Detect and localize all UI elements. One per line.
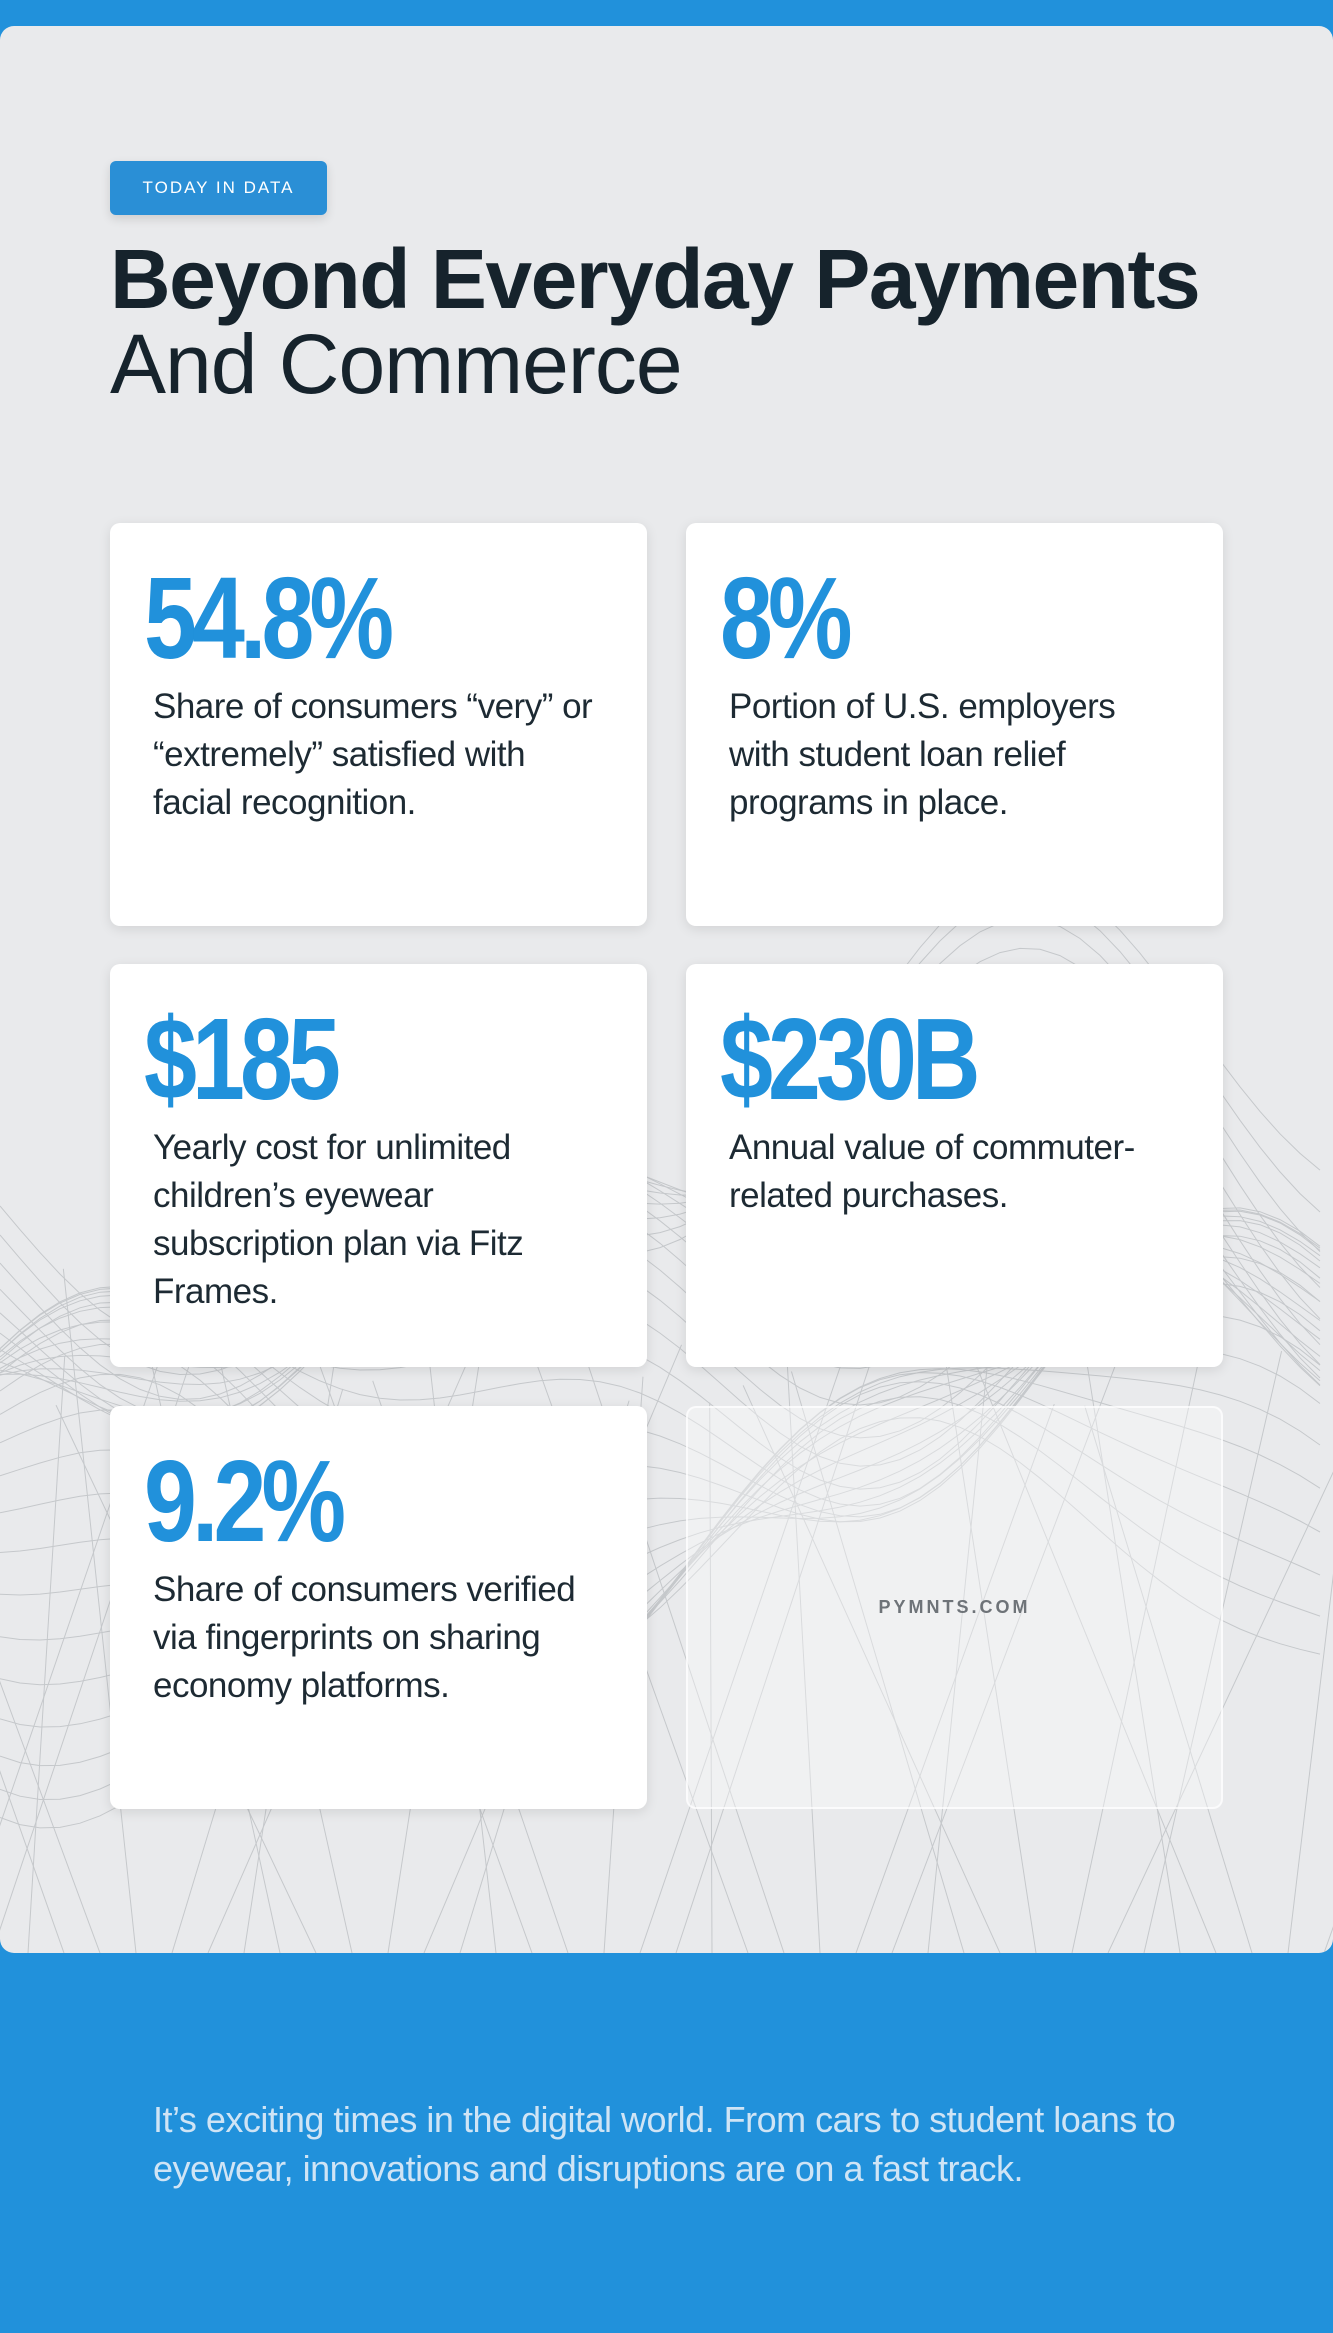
stat-description: Share of consumers verified via fingerprints on sharing economy platforms. bbox=[153, 1570, 576, 1705]
mesh-line bbox=[1288, 1310, 1333, 1953]
stat-description: Annual value of commuter-related purchases. bbox=[729, 1128, 1135, 1215]
page-title: Beyond Everyday Payments bbox=[110, 232, 1200, 326]
brand-logo-text: PYMNTS.COM bbox=[878, 1597, 1031, 1617]
today-in-data-badge: TODAY IN DATA bbox=[110, 161, 327, 215]
stat-card-student-loan bbox=[686, 523, 1223, 926]
mesh-line bbox=[28, 1356, 65, 1953]
brand-card bbox=[686, 1406, 1223, 1809]
stat-card-facial-recognition bbox=[110, 523, 647, 926]
page-subtitle: And Commerce bbox=[110, 317, 682, 411]
stat-value: $185 bbox=[144, 994, 336, 1124]
stat-description: Yearly cost for unlimited children’s eyewear subscription plan via Fitz Frames. bbox=[153, 1128, 524, 1311]
stat-value: 54.8% bbox=[144, 553, 390, 683]
mesh-line bbox=[0, 1278, 100, 1953]
stat-description: Portion of U.S. employers with student loan relief programs in place. bbox=[729, 687, 1116, 822]
stat-value: 8% bbox=[720, 553, 848, 683]
stat-card-fingerprints bbox=[110, 1406, 647, 1809]
stat-card-eyewear bbox=[110, 964, 647, 1367]
stat-value: $230B bbox=[720, 994, 976, 1124]
content-panel bbox=[0, 26, 1333, 1953]
stat-value: 9.2% bbox=[144, 1436, 342, 1566]
stat-card-commuter bbox=[686, 964, 1223, 1367]
stat-description: Share of consumers “very” or “extremely” satisfied with facial recognition. bbox=[153, 687, 593, 822]
mesh-line bbox=[1324, 1250, 1333, 1953]
mesh-line bbox=[0, 1396, 64, 1953]
footer-blurb: It’s exciting times in the digital world. From cars to student loans to eyewear, innovations and disruptions are on a fast track. bbox=[153, 2099, 1176, 2189]
